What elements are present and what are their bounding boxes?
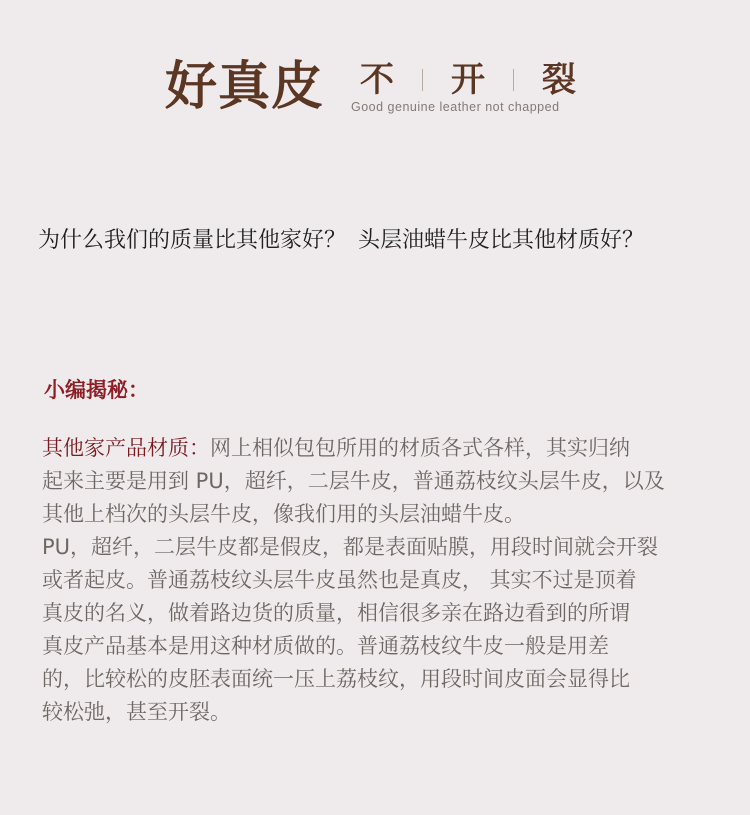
question-heading (38, 226, 728, 256)
question-part-1: 为什么我们的质量比其他家好？ (38, 228, 347, 253)
paragraph-1-line-2: 起来主要是用到 PU，超纤，二层牛皮，普通荔枝纹头层牛皮，以及 (42, 469, 665, 493)
title-char-2: 开 (451, 60, 485, 100)
paragraph-2-line-6: 较松弛，甚至开裂。 (42, 700, 231, 724)
title-char-1: 不 (360, 60, 394, 100)
paragraph-2-line-5: 的，比较松的皮胚表面统一压上荔枝纹，用段时间皮面会显得比 (42, 667, 630, 691)
paragraph-1-text-1: 网上相似包包所用的材质各式各样，其实归纳 (210, 436, 630, 460)
article-body (42, 432, 714, 729)
title-divider-1 (422, 69, 423, 91)
question-part-2: 头层油蜡牛皮比其他材质好？ (358, 228, 645, 253)
title-char-3: 裂 (542, 60, 576, 100)
paragraph-2-line-2: 或者起皮。普通荔枝纹头层牛皮虽然也是真皮， 其实不过是顶着 (42, 568, 637, 592)
paragraph-2-line-4: 真皮产品基本是用这种材质做的。普通荔枝纹牛皮一般是用差 (42, 634, 609, 658)
page-title: 好真皮 (165, 57, 325, 117)
paragraph-2-line-3: 真皮的名义，做着路边货的质量，相信很多亲在路边看到的所谓 (42, 601, 630, 625)
paragraph-2-line-1: PU，超纤，二层牛皮都是假皮，都是表面贴膜，用段时间就会开裂 (42, 535, 659, 559)
title-divider-2 (513, 69, 514, 91)
materials-label: 其他家产品材质： (42, 436, 210, 460)
title-chars (360, 58, 576, 102)
paragraph-1 (42, 432, 714, 531)
paragraph-1-line-3: 其他上档次的头层牛皮，像我们用的头层油蜡牛皮。 (42, 502, 525, 526)
header-banner (0, 0, 750, 130)
section-heading-reveal: 小编揭秘： (44, 378, 149, 402)
paragraph-1-line-1 (42, 436, 630, 460)
paragraph-2 (42, 531, 714, 729)
title-subtitle: Good genuine leather not chapped (351, 100, 560, 114)
